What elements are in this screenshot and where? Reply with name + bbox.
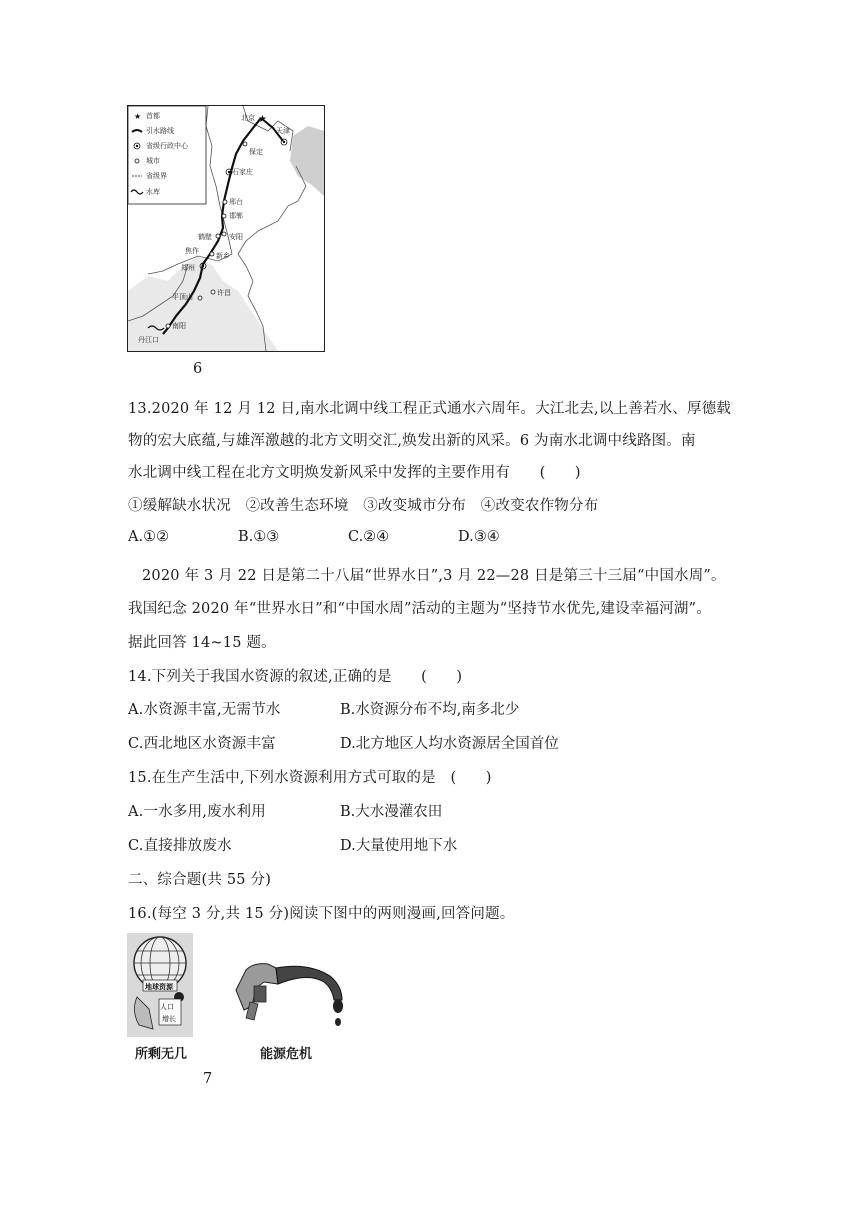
legend-reservoir: 水库 (146, 188, 160, 196)
cartoon-energy-crisis (228, 958, 352, 1038)
city-shijiazhuang: 石家庄 (232, 168, 253, 176)
city-beijing: 北京 (241, 114, 255, 122)
cartoon-dwindling-resources (127, 933, 193, 1037)
intro-line-2: 我国纪念 2020 年“世界水日”和“中国水周”活动的主题为“坚持节水优先,建设幸福河湖”。 (128, 601, 711, 617)
q13-statements: ①缓解缺水状况 ②改善生态环境 ③改变城市分布 ④改变农作物分布 (128, 498, 599, 514)
city-anyang: 安阳 (229, 233, 243, 241)
fuel-hose-icon (276, 966, 342, 1000)
city-nanyang: 南阳 (172, 322, 186, 330)
legend-route: 引水路线 (146, 127, 174, 135)
cartoon1-caption: 所剩无几 (135, 1047, 188, 1062)
city-jiaozuo: 焦作 (185, 247, 199, 255)
city-pingdingshan: 平顶山 (172, 293, 193, 301)
oil-drop-icon (333, 999, 343, 1013)
q13-option-a[interactable]: A.①② (128, 529, 170, 545)
q13-line-2: 物的宏大底蕴,与雄浑激越的北方文明交汇,焕发出新的风采。6 为南水北调中线路图。南 (128, 433, 696, 449)
city-xingtai: 邢台 (229, 198, 243, 206)
cartoon1-label-growth: 增长 (162, 1015, 176, 1023)
legend-provincial-capital: 省级行政中心 (146, 142, 188, 150)
city-zhengzhou: 郑州 (181, 264, 195, 272)
q15-option-b[interactable]: B.大水漫灌农田 (340, 804, 443, 820)
oil-drop-small-icon (335, 1018, 341, 1026)
q13-option-b[interactable]: B.①③ (238, 529, 280, 545)
city-xuchang: 许昌 (217, 289, 231, 297)
legend-capital: 首都 (146, 112, 160, 120)
q14-option-b[interactable]: B.水资源分布不均,南多北少 (340, 702, 520, 718)
q15-stem: 15.在生产生活中,下列水资源利用方式可取的是 ( ) (128, 770, 492, 786)
q14-option-d[interactable]: D.北方地区人均水资源居全国首位 (340, 736, 559, 752)
city-baoding: 保定 (249, 148, 263, 156)
water-diversion-map (127, 105, 325, 352)
q15-option-a[interactable]: A.一水多用,废水利用 (128, 804, 266, 820)
figure-7-number: 7 (203, 1071, 213, 1087)
intro-line-1: 2020 年 3 月 22 日是第二十八届“世界水日”,3 月 22—28 日是第三十三届“中国水周”。 (142, 568, 726, 584)
q15-option-d[interactable]: D.大量使用地下水 (340, 838, 458, 854)
cartoon1-label-population: 人口 (160, 1003, 174, 1011)
cartoon2-caption: 能源危机 (260, 1047, 313, 1062)
section-2-heading: 二、综合题(共 55 分) (128, 872, 272, 888)
cartoon1-label-resources: 地球资源 (145, 983, 173, 991)
q16-stem: 16.(每空 3 分,共 15 分)阅读下图中的两则漫画,回答问题。 (128, 906, 515, 922)
q13-option-d[interactable]: D.③④ (458, 529, 500, 545)
city-handan: 邯郸 (229, 212, 243, 220)
legend-province-border: 省级界 (146, 172, 167, 180)
q13-line-3: 水北调中线工程在北方文明焕发新风采中发挥的主要作用有 ( ) (128, 465, 581, 481)
q15-option-c[interactable]: C.直接排放废水 (128, 838, 232, 854)
city-danjiangkou: 丹江口 (138, 336, 159, 344)
map-sea (290, 126, 324, 196)
legend-city: 城市 (146, 157, 160, 165)
city-tianjin: 天津 (276, 127, 290, 135)
q13-line-1: 13.2020 年 12 月 12 日,南水北调中线工程正式通水六周年。大江北去,以上善若水、厚德载 (128, 401, 732, 417)
q14-stem: 14.下列关于我国水资源的叙述,正确的是 ( ) (128, 669, 463, 685)
q13-option-c[interactable]: C.②④ (348, 529, 390, 545)
beijing-star: ★ (258, 114, 267, 125)
q14-option-c[interactable]: C.西北地区水资源丰富 (128, 736, 276, 752)
city-hebi: 鹤壁 (198, 233, 212, 241)
city-xinxiang: 新乡 (216, 252, 230, 260)
q14-option-a[interactable]: A.水资源丰富,无需节水 (128, 702, 281, 718)
map-svg (128, 106, 324, 351)
intro-line-3: 据此回答 14~15 题。 (128, 635, 276, 651)
figure-6-number: 6 (193, 361, 203, 377)
capital-icon: ★ (134, 112, 142, 121)
